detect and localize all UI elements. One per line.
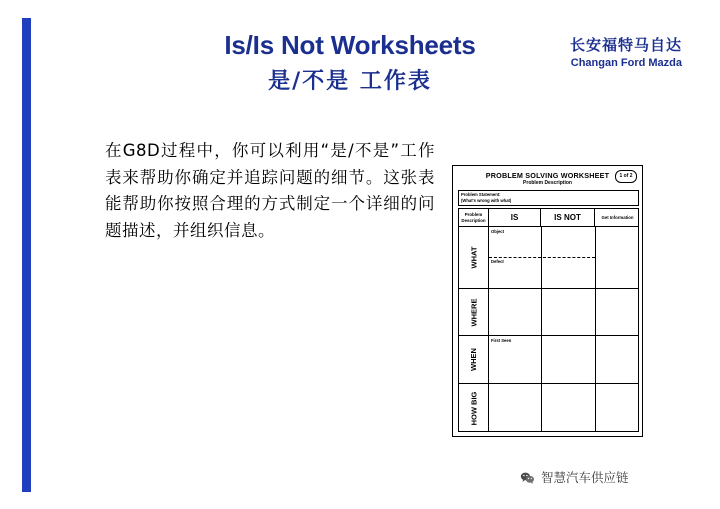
worksheet-grid: [458, 208, 639, 432]
footer-text: 智慧汽车供应链: [541, 470, 629, 485]
row-label-what: WHAT: [459, 227, 489, 288]
grid-divider: [595, 384, 596, 432]
grid-divider: [541, 289, 542, 335]
brand-name-chinese: 长安福特马自达: [569, 36, 682, 54]
grid-divider: [595, 289, 596, 335]
brand-logo: [570, 34, 682, 69]
worksheet-title: PROBLEM SOLVING WORKSHEET: [485, 171, 610, 180]
column-header-is-not: IS NOT: [541, 209, 595, 226]
worksheet-page-badge: 1 of 2: [615, 170, 637, 183]
cell-note-object: Object: [491, 229, 505, 234]
column-header-is: IS: [489, 209, 541, 226]
table-row: [459, 336, 638, 384]
left-accent-bar: [22, 18, 31, 492]
cell-note-defect: Defect: [491, 259, 504, 264]
problem-statement-label: Problem Statement:: [461, 192, 501, 197]
page-title-chinese: 是/不是 工作表: [268, 69, 432, 94]
row-label-where: WHERE: [459, 289, 489, 335]
row-label-when: WHEN: [459, 336, 489, 383]
footer-watermark: [520, 468, 629, 486]
cell-note-first-seen: First Seen: [491, 338, 512, 343]
table-row: [459, 227, 638, 289]
grid-divider: [595, 336, 596, 383]
column-header-get-information: Get Information: [601, 215, 634, 220]
body-paragraph: 在G8D过程中，你可以利用“是/不是”工作表来帮助你确定并追踪问题的细节。这张表能帮助你按照合理的方式制定一个详细的问题描述，并组织信息。: [105, 141, 435, 241]
column-header-description: Problem Description: [459, 209, 489, 226]
worksheet-problem-statement: [458, 190, 639, 206]
grid-divider: [595, 227, 596, 288]
row-label-how-big: HOW BIG: [459, 384, 489, 432]
slide-header: [60, 22, 690, 102]
worksheet-column-headers: [459, 209, 638, 227]
row-dashed-separator: [489, 257, 595, 258]
grid-divider: [541, 336, 542, 383]
table-row: [459, 289, 638, 336]
problem-solving-worksheet-image: [452, 165, 643, 437]
page-title-english: Is/Is Not Worksheets: [224, 30, 476, 60]
worksheet-rows: [459, 227, 638, 432]
brand-name-english: Changan Ford Mazda: [570, 57, 682, 69]
worksheet-subtitle: Problem Description: [523, 180, 572, 186]
table-row: [459, 384, 638, 432]
problem-statement-hint: (What's wrong with what): [461, 197, 512, 203]
grid-divider: [541, 384, 542, 432]
wechat-icon: [520, 471, 535, 483]
